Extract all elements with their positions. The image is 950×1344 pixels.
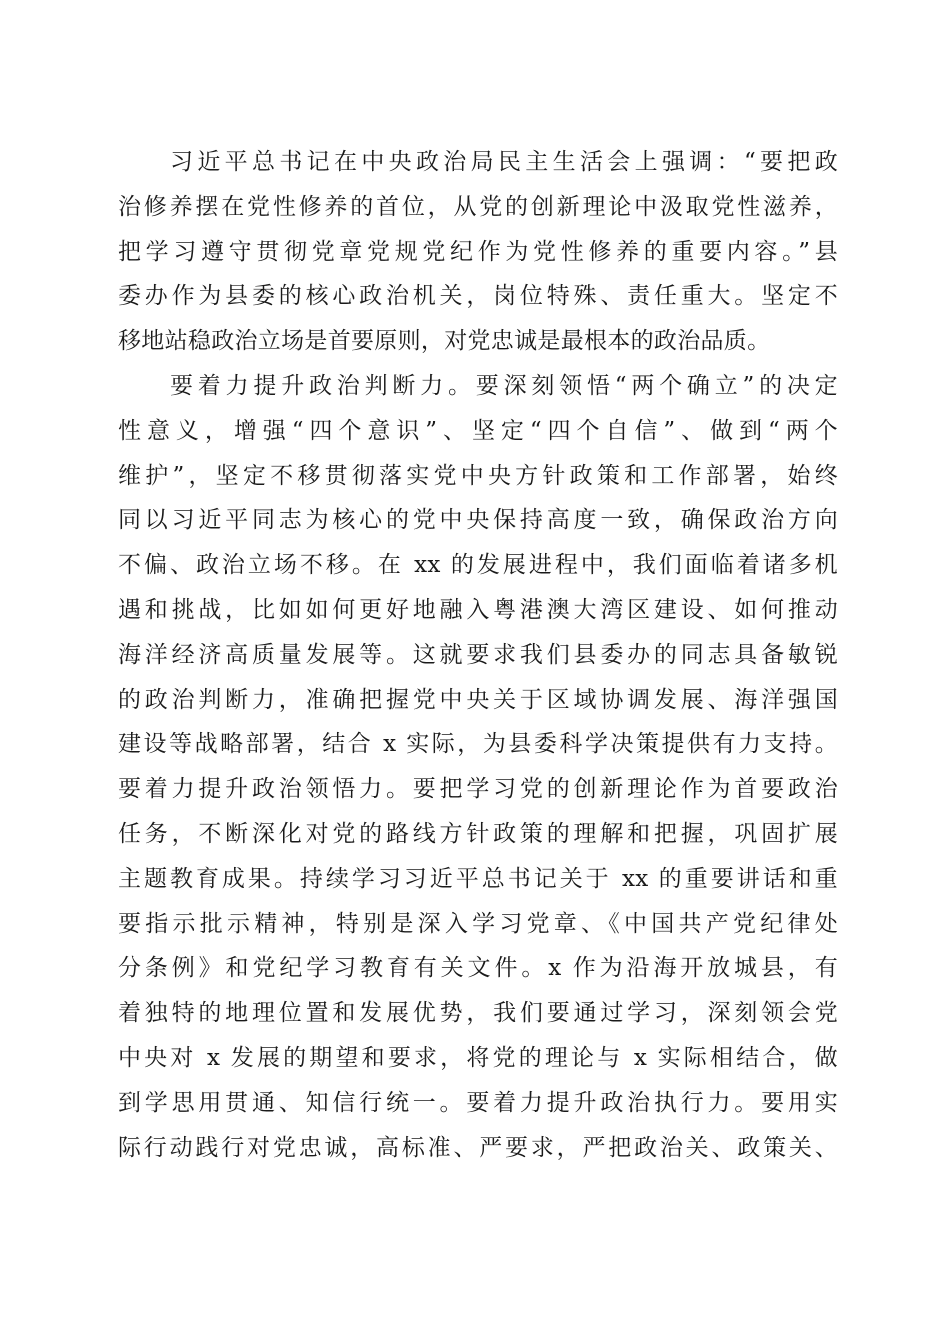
text-line: 要指示批示精神，特别是深入学习党章、《中国共产党纪律处 bbox=[118, 910, 838, 937]
text-line: 要着力提升政治领悟力。要把学习党的创新理论作为首要政治 bbox=[118, 776, 838, 803]
text-line: 治修养摆在党性修养的首位，从党的创新理论中汲取党性滋养， bbox=[118, 193, 838, 220]
text-line: 遇和挑战，比如如何更好地融入粤港澳大湾区建设、如何推动 bbox=[118, 596, 838, 623]
text-line: 同以习近平同志为核心的党中央保持高度一致，确保政治方向 bbox=[118, 507, 838, 534]
text-line: 分条例》和党纪学习教育有关文件。x 作为沿海开放城县，有 bbox=[118, 955, 838, 982]
text-line: 把学习遵守贯彻党章党规党纪作为党性修养的重要内容。”县 bbox=[118, 238, 838, 265]
text-line: 委办作为县委的核心政治机关，岗位特殊、责任重大。坚定不 bbox=[118, 283, 838, 310]
text-line: 建设等战略部署，结合 x 实际，为县委科学决策提供有力支持。 bbox=[118, 731, 838, 758]
text-line: 任务，不断深化对党的路线方针政策的理解和把握，巩固扩展 bbox=[118, 820, 838, 847]
text-line: 移地站稳政治立场是首要原则，对党忠诚是最根本的政治品质。 bbox=[118, 328, 771, 355]
text-line: 主题教育成果。持续学习习近平总书记关于 xx 的重要讲话和重 bbox=[118, 865, 838, 892]
text-line: 的政治判断力，准确把握党中央关于区域协调发展、海洋强国 bbox=[118, 686, 838, 713]
text-line: 着独特的地理位置和发展优势，我们要通过学习，深刻领会党 bbox=[118, 1000, 838, 1027]
text-line: 性意义，增强“四个意识”、坚定“四个自信”、做到“两个 bbox=[118, 417, 838, 444]
text-line: 中央对 x 发展的期望和要求，将党的理论与 x 实际相结合，做 bbox=[118, 1044, 838, 1071]
text-line: 际行动践行对党忠诚，高标准、严要求，严把政治关、政策关、 bbox=[118, 1134, 838, 1161]
body-text bbox=[118, 140, 838, 1170]
text-line: 要着力提升政治判断力。要深刻领悟“两个确立”的决定 bbox=[170, 372, 838, 399]
text-line: 到学思用贯通、知信行统一。要着力提升政治执行力。要用实 bbox=[118, 1089, 838, 1116]
text-line: 习近平总书记在中央政治局民主生活会上强调：“要把政 bbox=[170, 149, 838, 175]
text-line: 维护”，坚定不移贯彻落实党中央方针政策和工作部署，始终 bbox=[118, 462, 838, 489]
text-line: 不偏、政治立场不移。在 xx 的发展进程中，我们面临着诸多机 bbox=[118, 552, 838, 579]
text-line: 海洋经济高质量发展等。这就要求我们县委办的同志具备敏锐 bbox=[118, 641, 838, 668]
